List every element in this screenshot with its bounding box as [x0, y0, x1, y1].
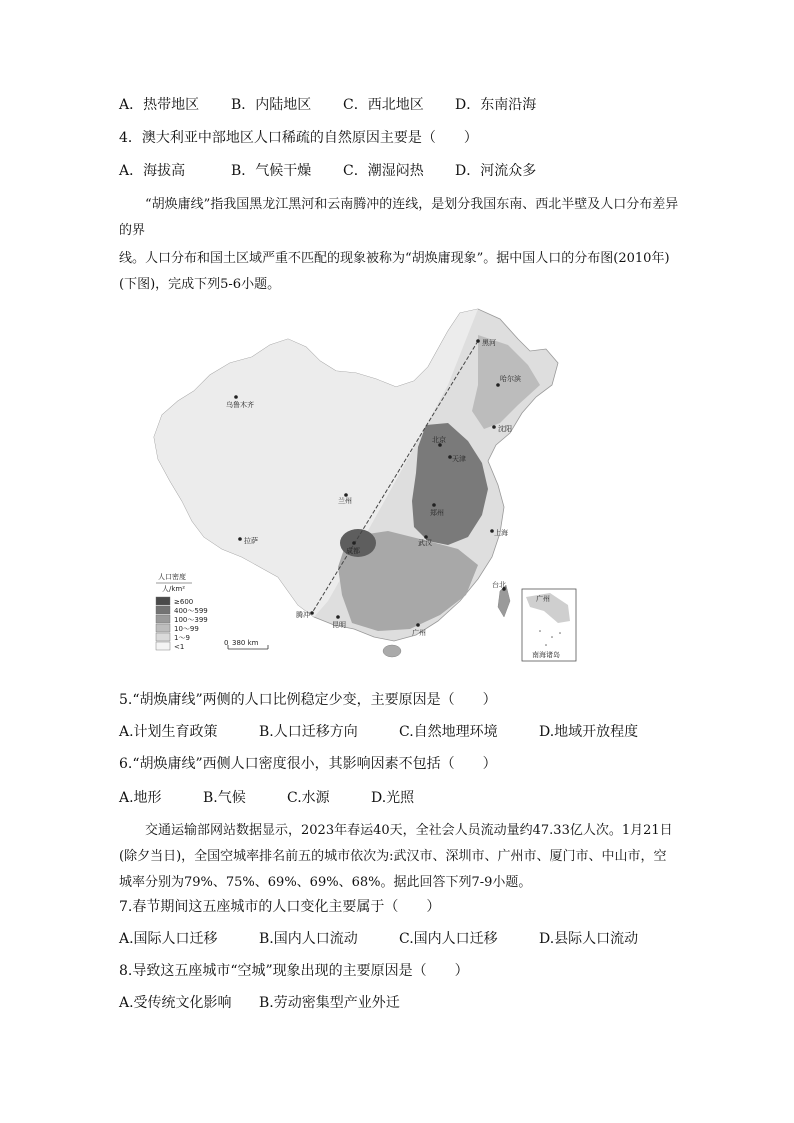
q6-stem: 6.“胡焕庸线”西侧人口密度很小，其影响因素不包括（ ） [119, 756, 497, 772]
q5-option-c: C.自然地理环境 [399, 724, 498, 740]
city-marker-chengdu [352, 541, 356, 545]
passage-huhuanyong-line1: “胡焕庸线”指我国黑龙江黑河和云南腾冲的连线，是划分我国东南、西北半壁及人口分布差异的界 [119, 197, 679, 238]
q6-option-b: B.气候 [203, 790, 246, 806]
q5-stem: 5.“胡焕庸线”两侧的人口比例稳定少变，主要原因是（ ） [119, 692, 497, 708]
city-label-shanghai: 上海 [494, 529, 508, 537]
q7-option-b: B.国内人口流动 [259, 931, 358, 947]
city-label-lanzhou: 兰州 [338, 497, 352, 505]
map-legend [156, 572, 208, 651]
city-marker-haerbin [496, 383, 500, 387]
inset-label: 南海诸岛 [532, 651, 560, 659]
q8-option-a: A.受传统文化影响 [119, 995, 232, 1011]
legend-swatch-2 [156, 615, 170, 623]
city-label-tianjin: 天津 [452, 455, 466, 463]
passage-chunyun: 交通运输部网站数据显示，2023年春运40天，全社会人员流动量约47.33亿人次。1月21日(除夕当日)，全国空城率排名前五的城市依次为:武汉市、深圳市、广州市、厦门市、中山市，空城率分别为79%、75%、69%、69%、68%。据此回答下列7-9小题。 [119, 823, 673, 890]
legend-label-3: 10～99 [174, 625, 199, 633]
q4-options [119, 161, 536, 181]
q7-option-c: C.国内人口迁移 [399, 931, 498, 947]
q8-option-b: B.劳动密集型产业外迁 [259, 995, 400, 1011]
hainan [383, 645, 401, 657]
city-label-shenyang: 沈阳 [498, 425, 512, 433]
city-label-zhengzhou: 郑州 [430, 509, 444, 517]
city-label-taibei: 台北 [492, 581, 506, 589]
legend-label-4: 1～9 [174, 634, 190, 642]
scale-distance: 380 km [232, 639, 259, 647]
q7-option-a: A.国际人口迁移 [119, 931, 218, 947]
legend-unit: 人/km² [162, 585, 186, 593]
city-marker-shenyang [492, 425, 496, 429]
q3-option-b: B．内陆地区 [231, 97, 312, 113]
legend-swatch-4 [156, 633, 170, 641]
q3-option-c: C．西北地区 [343, 97, 424, 113]
passage-huhuanyong-line2: 线。人口分布和国土区域严重不匹配的现象被称为“胡焕庸现象”。据中国人口的分布图(2010年)(下图)，完成下列5-6小题。 [119, 251, 670, 292]
city-label-chengdu: 成都 [346, 547, 360, 555]
city-marker-wulumuqi [234, 395, 238, 399]
city-label-wuhan: 武汉 [418, 539, 432, 547]
q6-options [119, 788, 414, 808]
q6-option-d: D.光照 [371, 790, 415, 806]
q3-option-d: D．东南沿海 [455, 97, 537, 113]
city-marker-lasa [238, 537, 242, 541]
city-label-guangzhou: 广州 [412, 629, 426, 637]
legend-label-5: <1 [174, 643, 185, 651]
q8-stem: 8.导致这五座城市“空城”现象出现的主要原因是（ ） [119, 963, 469, 979]
q5-option-b: B.人口迁移方向 [259, 724, 358, 740]
q4-option-b: B．气候干燥 [231, 163, 312, 179]
scale-bar [224, 639, 268, 649]
q4-option-d: D．河流众多 [455, 163, 537, 179]
q5-option-d: D.地域开放程度 [539, 724, 639, 740]
legend-swatch-1 [156, 606, 170, 614]
city-label-haerbin: 哈尔滨 [500, 375, 521, 383]
q7-options [119, 929, 638, 949]
legend-title: 人口密度 [158, 573, 186, 581]
legend-label-1: 400～599 [174, 607, 208, 615]
q4-option-c: C．潮湿闷热 [343, 163, 424, 179]
legend-label-0: ≥600 [174, 598, 194, 606]
q7-option-d: D.县际人口流动 [539, 931, 639, 947]
city-label-kunming: 昆明 [332, 621, 346, 629]
legend-swatch-5 [156, 642, 170, 650]
city-label-lasa: 拉萨 [244, 537, 258, 545]
q4-stem: 4．澳大利亚中部地区人口稀疏的自然原因主要是（ ） [119, 130, 478, 146]
q6-option-c: C.水源 [287, 790, 330, 806]
legend-swatch-0 [156, 597, 170, 605]
south-china-sea-inset [522, 589, 576, 661]
city-marker-kunming [336, 615, 340, 619]
legend-swatch-3 [156, 624, 170, 632]
legend-label-2: 100～399 [174, 616, 208, 624]
q3-option-a: A．热带地区 [119, 97, 200, 113]
q6-option-a: A.地形 [119, 790, 162, 806]
city-marker-heihe [476, 339, 480, 343]
scale-zero: 0 [224, 639, 229, 647]
q5-option-a: A.计划生育政策 [119, 724, 218, 740]
q4-option-a: A．海拔高 [119, 163, 186, 179]
city-label-tengchong: 腾冲 [296, 611, 310, 619]
q7-stem: 7.春节期间这五座城市的人口变化主要属于（ ） [119, 899, 441, 915]
city-label-heihe: 黑河 [482, 339, 496, 347]
city-marker-guangzhou [416, 623, 420, 627]
city-label-wulumuqi: 乌鲁木齐 [226, 401, 254, 409]
city-label-beijing: 北京 [432, 436, 446, 444]
q3-options [119, 95, 536, 115]
city-marker-zhengzhou [432, 503, 436, 507]
q5-options [119, 722, 638, 742]
q8-options [119, 993, 400, 1013]
inset-city-guangzhou: 广州 [536, 595, 550, 603]
china-population-density-map [148, 305, 578, 670]
city-marker-tengchong [310, 611, 314, 615]
